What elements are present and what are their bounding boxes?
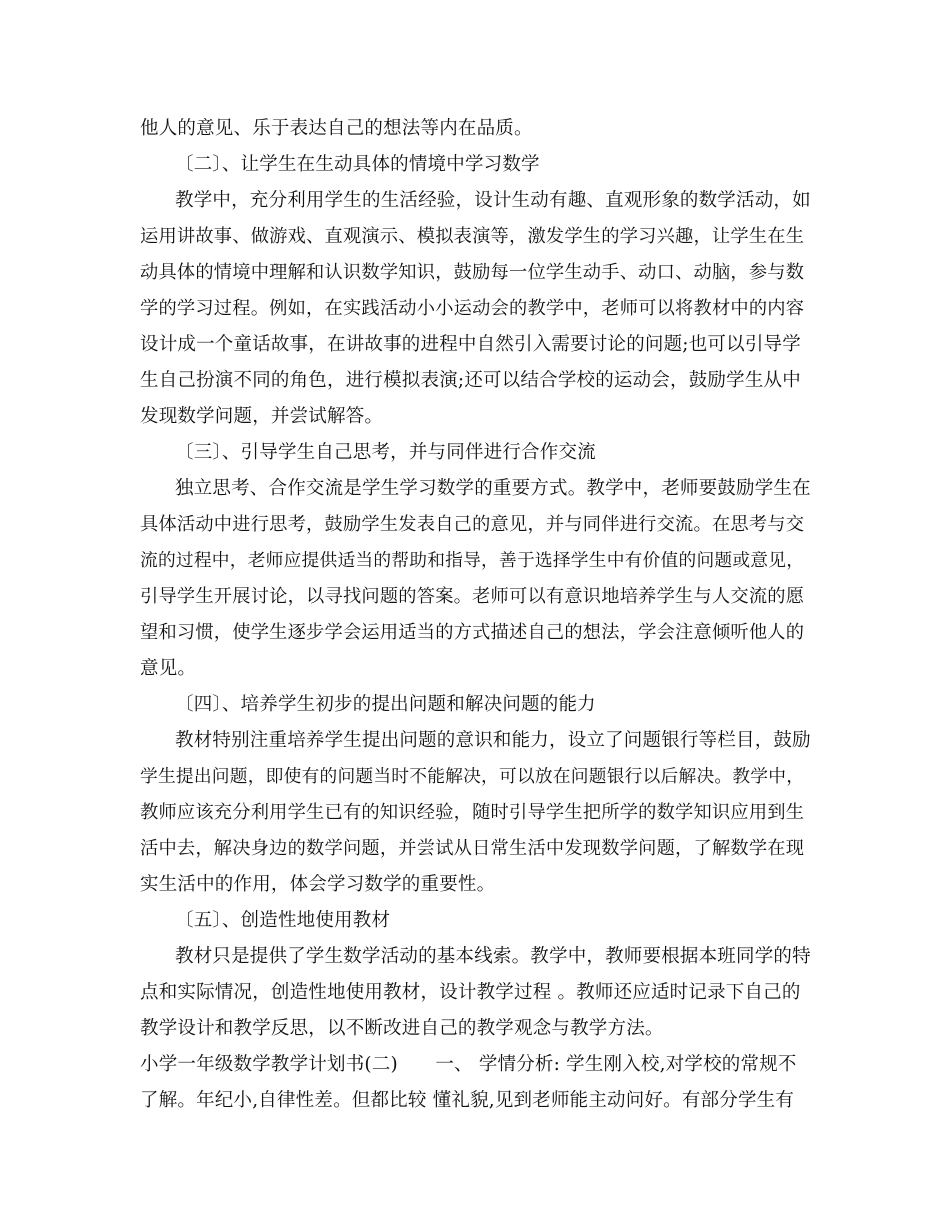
paragraph-line: 小学一年级数学教学计划书(二) 一、 学情分析: 学生刚入校,对学校的常规不 bbox=[140, 1054, 797, 1075]
paragraph-line: 生自己扮演不同的角色，进行模拟表演;还可以结合学校的运动会，鼓励学生从中 bbox=[140, 370, 801, 391]
paragraph-line: 了解。年纪小,自律性差。但都比较 懂礼貌,见到老师能主动问好。有部分学生有 bbox=[140, 1090, 795, 1111]
paragraph-line: 学的学习过程。例如，在实践活动小小运动会的教学中，老师可以将教材中的内容 bbox=[140, 298, 805, 319]
paragraph-line: 教材特别注重培养学生提出问题的意识和能力，设立了问题银行等栏目，鼓励 bbox=[175, 730, 811, 751]
paragraph-line: 教材只是提供了学生数学活动的基本线索。教学中，教师要根据本班同学的特 bbox=[175, 946, 811, 967]
paragraph-line: 设计成一个童话故事，在讲故事的进程中自然引入需要讨论的问题;也可以引导学 bbox=[140, 334, 801, 355]
paragraph-line: 活中去，解决身边的数学问题，并尝试从日常生活中发现数学问题，了解数学在现 bbox=[140, 838, 805, 859]
paragraph-line: 望和习惯，使学生逐步学会运用适当的方式描述自己的想法，学会注意倾听他人的 bbox=[140, 622, 805, 643]
section-heading-4: 〔四〕、培养学生初步的提出问题和解决问题的能力 bbox=[175, 694, 596, 715]
paragraph-line: 教学设计和教学反思，以不断改进自己的教学观念与教学方法。 bbox=[140, 1018, 664, 1039]
paragraph-line: 意见。 bbox=[140, 658, 197, 679]
paragraph-line: 引导学生开展讨论，以寻找问题的答案。老师可以有意识地培养学生与人交流的愿 bbox=[140, 586, 805, 607]
section-heading-5: 〔五〕、创造性地使用教材 bbox=[175, 910, 391, 931]
paragraph-line: 学生提出问题，即使有的问题当时不能解决，可以放在问题银行以后解决。教学中， bbox=[140, 767, 805, 787]
paragraph-line: 实生活中的作用，体会学习数学的重要性。 bbox=[140, 874, 496, 895]
paragraph-line: 运用讲故事、做游戏、直观演示、模拟表演等，激发学生的学习兴趣，让学生在生 bbox=[140, 226, 805, 247]
section-heading-2: 〔二〕、让学生在生动具体的情境中学习数学 bbox=[175, 154, 540, 175]
paragraph-line: 流的过程中，老师应提供适当的帮助和指导，善于选择学生中有价值的问题或意见， bbox=[140, 551, 805, 571]
paragraph-line: 教师应该充分利用学生已有的知识经验，随时引导学生把所学的数学知识应用到生 bbox=[140, 802, 805, 823]
paragraph-line: 具体活动中进行思考，鼓励学生发表自己的意见，并与同伴进行交流。在思考与交 bbox=[140, 514, 805, 535]
paragraph-line: 教学中，充分利用学生的生活经验，设计生动有趣、直观形象的数学活动，如 bbox=[175, 190, 811, 211]
paragraph-line: 点和实际情况，创造性地使用教材，设计教学过程 。教师还应适时记录下自己的 bbox=[140, 982, 801, 1003]
paragraph-line: 独立思考、合作交流是学生学习数学的重要方式。教学中，老师要鼓励学生在 bbox=[175, 478, 811, 499]
section-heading-3: 〔三〕、引导学生自己思考，并与同伴进行合作交流 bbox=[175, 442, 596, 463]
paragraph-line: 他人的意见、乐于表达自己的想法等内在品质。 bbox=[140, 118, 533, 139]
paragraph-line: 发现数学问题，并尝试解答。 bbox=[140, 406, 384, 427]
paragraph-line: 动具体的情境中理解和认识数学知识，鼓励每一位学生动手、动口、动脑，参与数 bbox=[140, 262, 805, 283]
